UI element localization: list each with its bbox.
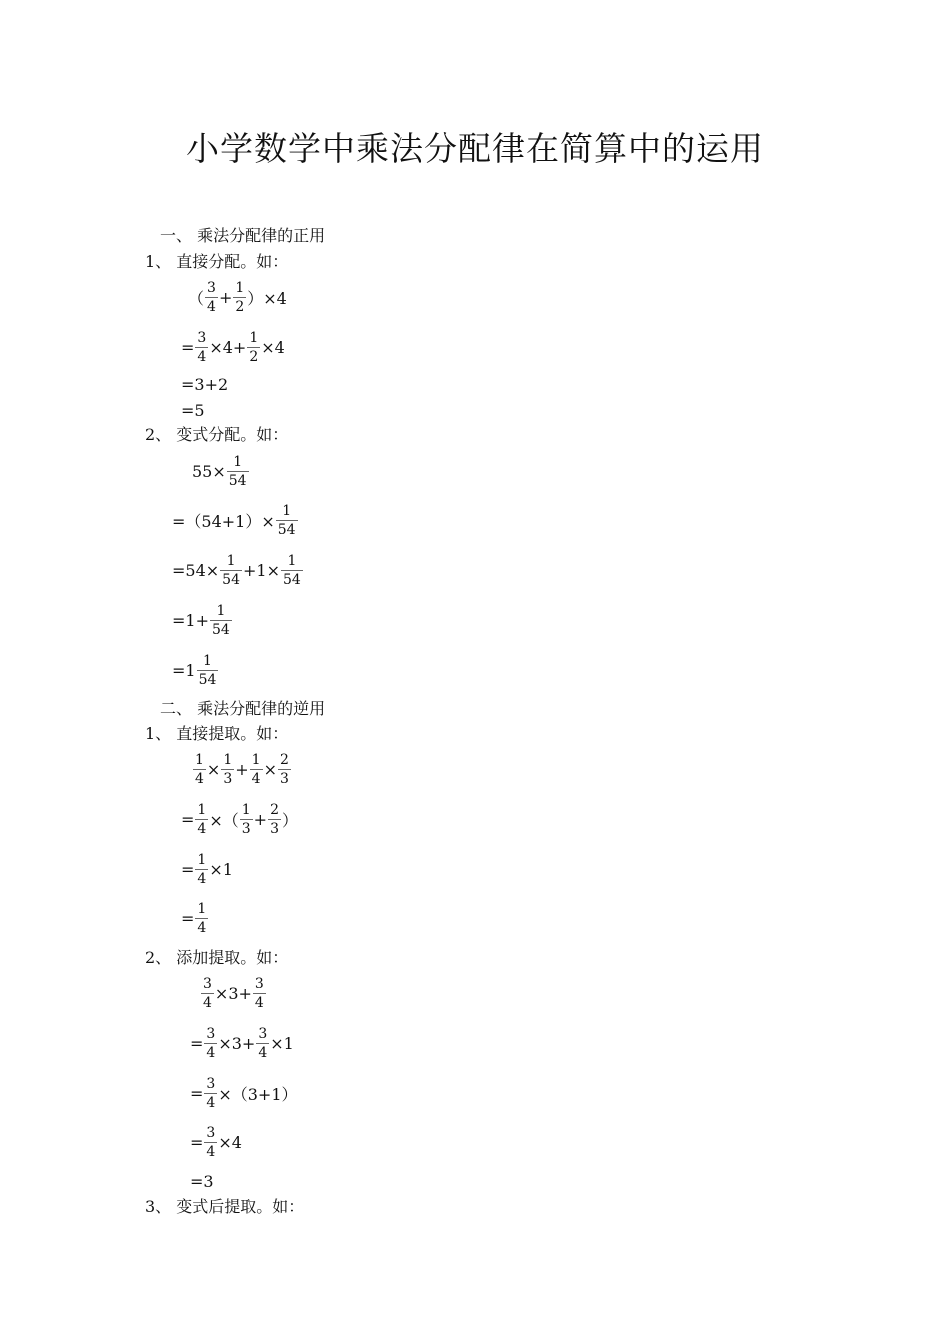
fraction-denominator: 2: [235, 298, 245, 315]
fraction: [195, 851, 208, 888]
math-line: [190, 1069, 298, 1117]
fraction-denominator: 3: [241, 820, 251, 837]
fraction-numerator: 3: [197, 329, 207, 346]
fraction: [205, 279, 218, 316]
fraction: [204, 1124, 217, 1161]
math-text: =1+: [172, 610, 209, 630]
math-text: =: [190, 1132, 204, 1152]
fraction-denominator: 3: [270, 820, 279, 837]
fraction-numerator: 1: [197, 801, 207, 818]
fraction: [253, 975, 266, 1012]
math-text: ×3+: [214, 983, 252, 1003]
math-text: =: [190, 1083, 204, 1103]
fraction-numerator: 1: [197, 851, 207, 868]
fraction-numerator: 1: [195, 751, 204, 768]
fraction: [268, 801, 281, 838]
item-label: 2、 添加提取。如：: [145, 948, 289, 967]
fraction-denominator: 4: [197, 870, 207, 887]
math-text: ×: [263, 759, 277, 779]
math-line: [188, 273, 287, 321]
math-line: [172, 646, 219, 694]
math-text: （: [188, 288, 205, 308]
fraction: [197, 652, 219, 689]
math-line: [172, 546, 304, 594]
math-line: [172, 496, 299, 544]
fraction-denominator: 4: [197, 820, 207, 837]
fraction: [204, 1025, 217, 1062]
fraction: [233, 279, 246, 316]
math-text: ）×4: [247, 288, 287, 308]
fraction-numerator: 1: [287, 552, 297, 569]
math-text: =: [181, 908, 195, 928]
fraction-numerator: 3: [206, 1025, 216, 1042]
fraction-numerator: 2: [279, 751, 289, 768]
fraction-numerator: 2: [270, 801, 279, 818]
math-line: [192, 447, 250, 495]
math-text: ×4: [261, 337, 285, 357]
math-text: =: [190, 1033, 204, 1053]
math-text: ×（: [209, 810, 239, 830]
item-label: 1、 直接提取。如：: [145, 724, 289, 743]
fraction-denominator: 4: [197, 919, 207, 936]
math-text: =3: [190, 1171, 214, 1191]
fraction-denominator: 4: [251, 770, 261, 787]
math-text: =: [181, 809, 195, 829]
fraction: [240, 801, 253, 838]
fraction: [278, 751, 291, 788]
fraction-denominator: 54: [283, 571, 301, 588]
fraction: [221, 751, 234, 788]
fraction: [195, 329, 208, 366]
fraction: [256, 1025, 269, 1062]
section-heading: 二、 乘法分配律的逆用: [160, 699, 326, 718]
fraction-numerator: 1: [249, 329, 259, 346]
fraction-numerator: 1: [251, 751, 261, 768]
fraction-numerator: 3: [203, 975, 212, 992]
math-text: +: [235, 759, 249, 779]
fraction-numerator: 1: [203, 652, 212, 669]
item-label: 3、 变式后提取。如：: [145, 1197, 305, 1216]
fraction-denominator: 4: [197, 348, 207, 365]
math-text: =（54+1）×: [172, 511, 275, 531]
fraction-denominator: 54: [198, 671, 217, 688]
math-text: =: [181, 859, 195, 879]
fraction-denominator: 3: [223, 770, 233, 787]
fraction-numerator: 3: [258, 1025, 268, 1042]
fraction-numerator: 3: [206, 1075, 216, 1092]
math-line: [190, 1019, 294, 1067]
math-text: +: [253, 809, 268, 829]
math-line: [181, 845, 233, 893]
math-text: ）: [282, 810, 299, 830]
fraction: [204, 1075, 217, 1112]
math-text: ×: [206, 759, 221, 779]
fraction-denominator: 54: [222, 571, 240, 588]
fraction-numerator: 1: [216, 602, 226, 619]
math-line: [192, 745, 292, 793]
fraction: [195, 900, 208, 937]
fraction-numerator: 3: [206, 1124, 216, 1141]
fraction: [227, 453, 249, 490]
math-text: ×4+: [209, 337, 247, 357]
fraction-denominator: 4: [258, 1044, 268, 1061]
fraction: [210, 602, 232, 639]
fraction-numerator: 1: [235, 279, 245, 296]
fraction-denominator: 4: [206, 1143, 216, 1160]
math-text: ×4: [218, 1132, 242, 1152]
math-line: [181, 795, 298, 843]
math-line: [200, 969, 267, 1017]
math-text: ×1: [209, 859, 233, 879]
math-text: +: [218, 287, 233, 307]
math-text: ×3+: [218, 1033, 256, 1053]
fraction-denominator: 54: [277, 521, 296, 538]
fraction-denominator: 54: [212, 621, 230, 638]
item-label: 2、 变式分配。如：: [145, 425, 289, 444]
fraction-denominator: 54: [228, 472, 247, 489]
fraction-denominator: 4: [206, 1044, 216, 1061]
fraction: [201, 975, 214, 1012]
math-text: ×1: [270, 1033, 294, 1053]
fraction-denominator: 4: [203, 994, 212, 1011]
math-line: [181, 894, 209, 942]
page-title: 小学数学中乘法分配律在简算中的运用: [186, 129, 764, 168]
item-label: 1、 直接分配。如：: [145, 252, 289, 271]
math-text: =1: [172, 660, 196, 680]
fraction-numerator: 1: [226, 552, 236, 569]
fraction: [247, 329, 260, 366]
fraction-denominator: 4: [195, 770, 204, 787]
fraction-numerator: 1: [233, 453, 243, 470]
math-text: 55×: [192, 461, 226, 481]
fraction-denominator: 4: [206, 1094, 216, 1111]
fraction-denominator: 4: [207, 298, 216, 315]
fraction: [276, 502, 298, 539]
math-text: =: [181, 337, 195, 357]
fraction-denominator: 2: [249, 348, 259, 365]
math-text: +1×: [243, 560, 280, 580]
math-text: =54×: [172, 560, 220, 580]
fraction: [220, 552, 242, 589]
fraction: [193, 751, 206, 788]
fraction-numerator: 1: [241, 801, 251, 818]
fraction: [195, 801, 208, 838]
section-heading: 一、 乘法分配律的正用: [160, 226, 326, 245]
fraction: [281, 552, 303, 589]
fraction-numerator: 1: [282, 502, 292, 519]
math-text: =5: [181, 400, 205, 420]
fraction-denominator: 4: [254, 994, 264, 1011]
fraction-numerator: 1: [223, 751, 233, 768]
fraction-numerator: 3: [254, 975, 264, 992]
fraction-numerator: 3: [207, 279, 216, 296]
math-line: [172, 596, 233, 644]
fraction-denominator: 3: [279, 770, 289, 787]
math-text: ×（3+1）: [218, 1084, 298, 1104]
math-text: =3+2: [181, 374, 229, 394]
fraction-numerator: 1: [197, 900, 207, 917]
fraction: [250, 751, 263, 788]
